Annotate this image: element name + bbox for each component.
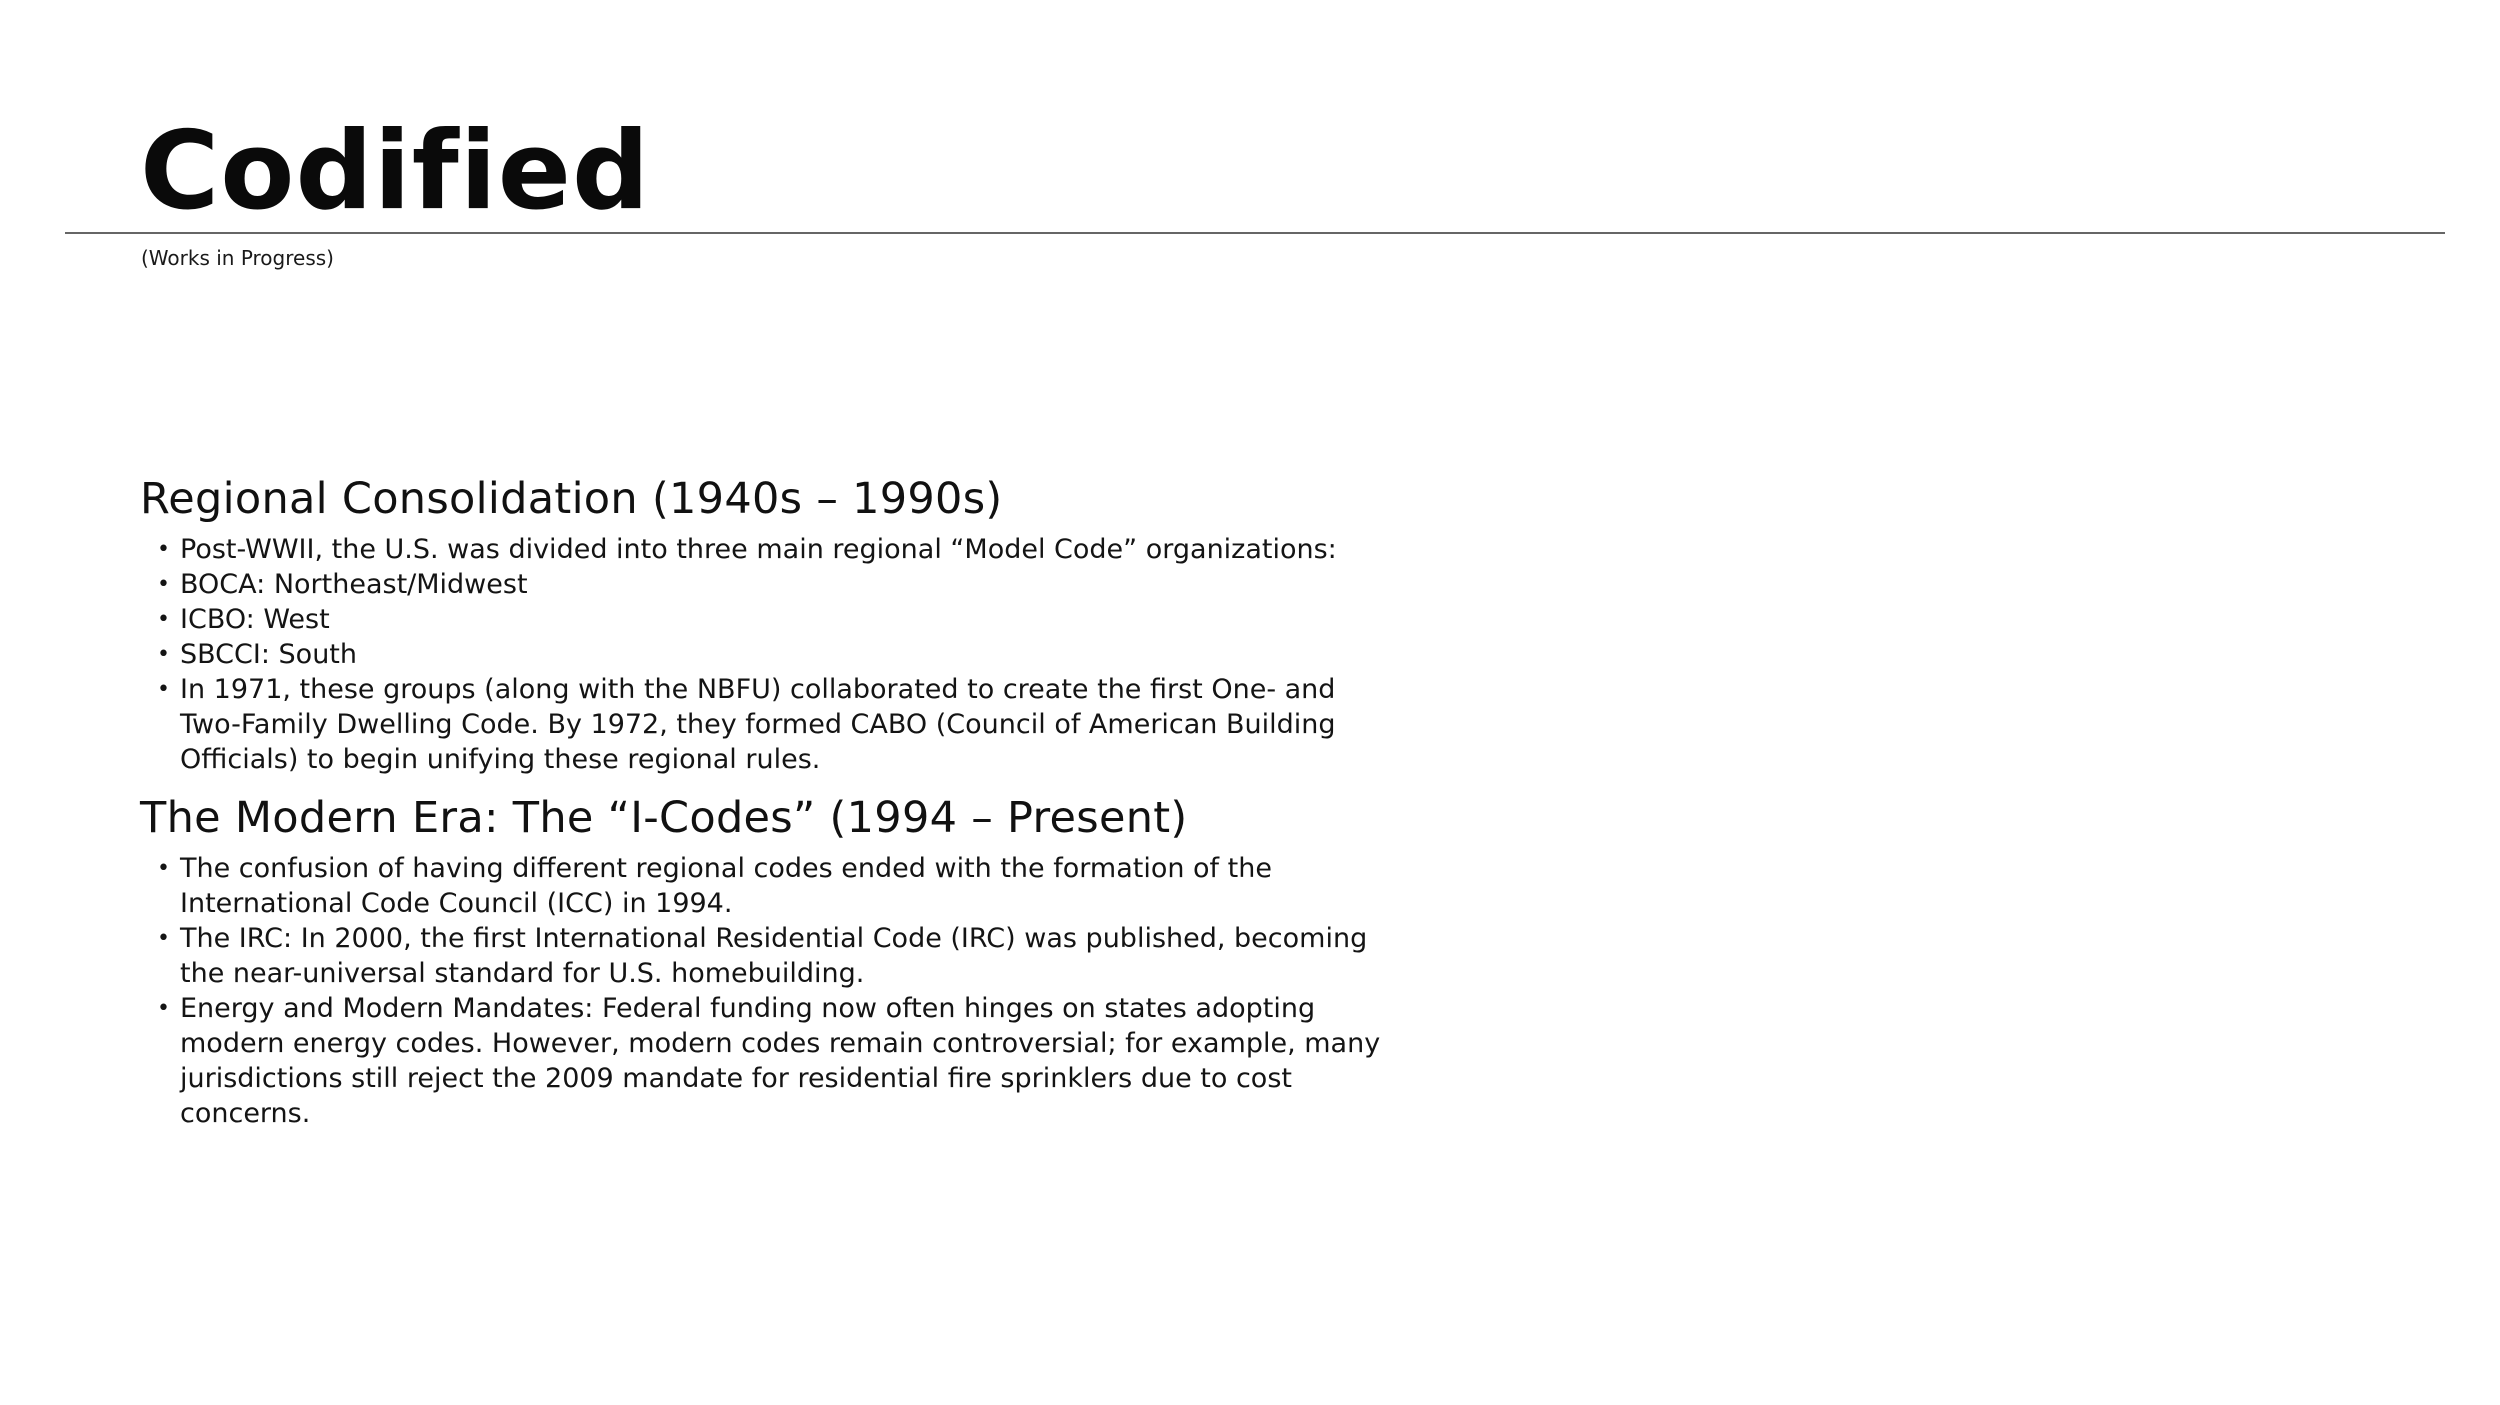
slide-content <box>140 470 1400 1131</box>
bullet-item <box>140 851 1400 921</box>
bullet-dot-icon: • <box>157 572 170 597</box>
bullet-text: SBCCI: South <box>180 639 358 670</box>
bullet-list <box>140 532 1400 777</box>
section-regional-consolidation <box>140 470 1400 777</box>
bullet-dot-icon: • <box>157 926 170 951</box>
bullet-dot-icon: • <box>157 677 170 702</box>
bullet-text: BOCA: Northeast/Midwest <box>180 569 528 600</box>
bullet-item <box>140 637 1400 672</box>
bullet-dot-icon: • <box>157 537 170 562</box>
section-modern-era <box>140 789 1400 1131</box>
bullet-text: Post-WWII, the U.S. was divided into three main regional “Model Code” organizations: <box>180 534 1337 565</box>
bullet-dot-icon: • <box>157 996 170 1021</box>
bullet-item <box>140 602 1400 637</box>
bullet-item <box>140 991 1400 1131</box>
bullet-text: Energy and Modern Mandates: Federal funding now often hinges on states adopting modern energy codes. However, modern codes remain controversial; for example, many jurisdictions still reject the 2009 mandate for residential fire sprinklers due to cost concerns. <box>180 993 1381 1129</box>
bullet-text: The confusion of having different regional codes ended with the formation of the International Code Council (ICC) in 1994. <box>180 853 1272 919</box>
bullet-dot-icon: • <box>157 856 170 881</box>
bullet-dot-icon: • <box>157 642 170 667</box>
section-heading: Regional Consolidation (1940s – 1990s) <box>140 474 1003 524</box>
bullet-list <box>140 851 1400 1131</box>
bullet-item <box>140 921 1400 991</box>
bullet-item <box>140 567 1400 602</box>
bullet-text: ICBO: West <box>180 604 330 635</box>
bullet-text: In 1971, these groups (along with the NBFU) collaborated to create the first One- and Two-Family Dwelling Code. By 1972, they formed CABO (Council of American Building Officials) to begin unifying these regional rules. <box>180 674 1336 775</box>
bullet-item <box>140 532 1400 567</box>
title-divider <box>65 232 2445 234</box>
slide-subtitle: (Works in Progress) <box>141 246 334 270</box>
slide-title: Codified <box>140 109 651 234</box>
section-heading: The Modern Era: The “I-Codes” (1994 – Present) <box>140 793 1188 843</box>
bullet-dot-icon: • <box>157 607 170 632</box>
bullet-text: The IRC: In 2000, the first International Residential Code (IRC) was published, becoming the near-universal standard for U.S. homebuilding. <box>180 923 1368 989</box>
bullet-item <box>140 672 1400 777</box>
